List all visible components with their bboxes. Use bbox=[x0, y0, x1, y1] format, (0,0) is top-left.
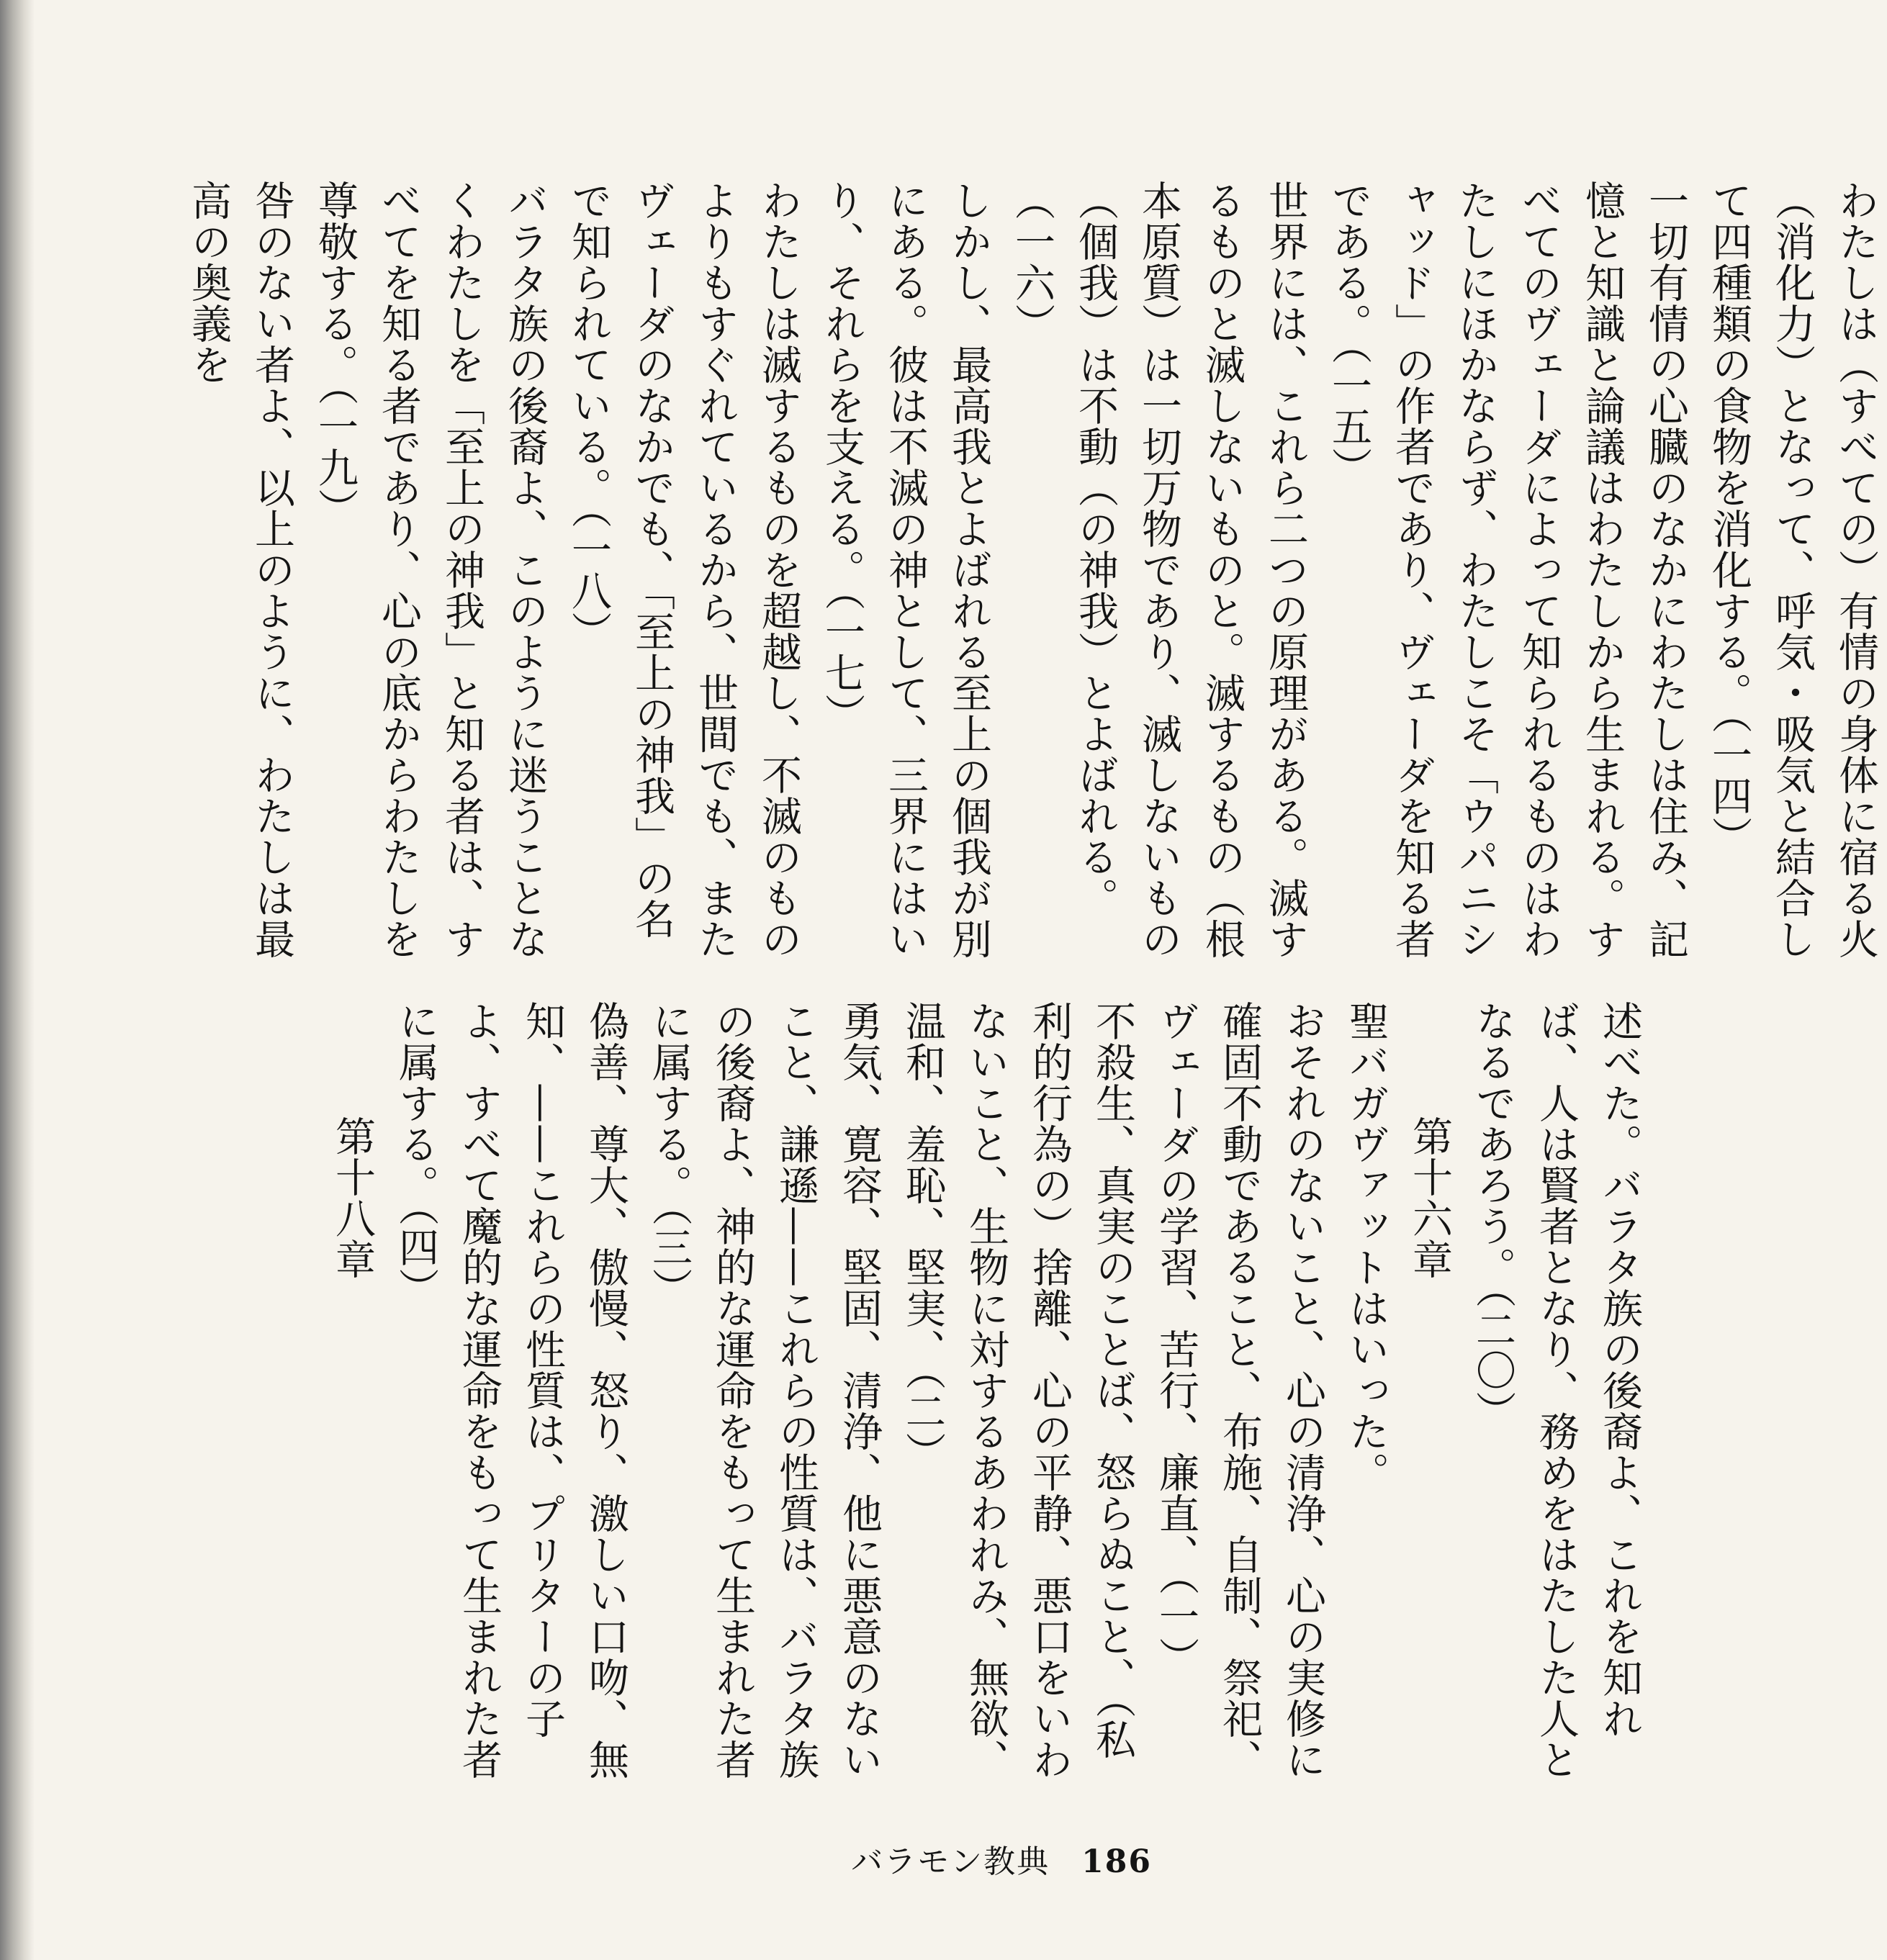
page-footer bbox=[851, 1835, 1152, 1882]
lower-vertical-text bbox=[320, 1001, 1651, 1799]
chapter-18-heading: 第十八章 bbox=[329, 1116, 376, 1280]
verse-20-start: 咎のない者よ、以上のように、わたしは最高の奥義を bbox=[185, 180, 295, 959]
verse-14: わたしは（すべての）有情の身体に宿る火（消化力）となって、呼気・吸気と結合して四種類の食物を消化する。（一四） bbox=[1706, 180, 1879, 959]
verse-15: 一切有情の心臓のなかにわたしは住み、記憶と知識と論議はわたしから生まれる。すべてのヴェーダによって知られるものはわたしにほかならず、わたしこそ「ウパニシャッド」の作者であり、ヴェーダを知る者である。（一五） bbox=[1325, 180, 1689, 959]
verse-18: わたしは滅するものを超越し、不滅のものよりもすぐれているから、世間でも、またヴェーダのなかでも、「至上の神我」の名で知られている。（一八） bbox=[565, 180, 802, 959]
verse-17: しかし、最高我とよばれる至上の個我が別にある。彼は不滅の神として、三界にはいり、それらを支える。（一七） bbox=[819, 180, 992, 959]
verse-20-end: 述べた。バラタ族の後裔よ、これを知れば、人は賢者となり、務めをはたした人となるであろう。（二〇） bbox=[1469, 1001, 1643, 1780]
ch16-verse-4: 偽善、尊大、傲慢、怒り、激しい口吻、無知、——これらの性質は、プリターの子よ、すべて魔的な運命をもって生まれた者に属する。（四） bbox=[392, 1001, 629, 1780]
lower-text-block bbox=[320, 1001, 1643, 1799]
bhagavat-said: 聖バガヴァットはいった。 bbox=[1343, 1001, 1390, 1493]
ch16-verse-3: 勇気、寛容、堅固、清浄、他に悪意のないこと、謙遜——これらの性質は、バラタ族の後裔よ、神的な運命をもって生まれた者に属する。（三） bbox=[646, 1001, 883, 1780]
verse-16: 世界には、これら二つの原理がある。滅するものと滅しないものと。滅するもの（根本原質）は一切万物であり、滅しないもの（個我）は不動（の神我）とよばれる。（一六） bbox=[1009, 180, 1309, 959]
chapter-16-heading: 第十六章 bbox=[1406, 1116, 1453, 1280]
ch16-verse-1: おそれのないこと、心の清浄、心の実修に確固不動であること、布施、自制、祭祀、ヴェーダの学習、苦行、廉直、（一） bbox=[1153, 1001, 1326, 1780]
scan-shadow-edge bbox=[0, 0, 35, 1960]
ch16-verse-2: 不殺生、真実のことば、怒らぬこと、（私利的行為の）捨離、心の平静、悪口をいわないこと、生物に対するあわれみ、無欲、温和、羞恥、堅実、（二） bbox=[899, 1001, 1136, 1780]
verse-19: バラタ族の後裔よ、このように迷うことなくわたしを「至上の神我」と知る者は、すべてを知る者であり、心の底からわたしを尊敬する。（一九） bbox=[312, 180, 549, 959]
running-title: バラモン教典 bbox=[851, 1843, 1050, 1880]
page-number: 186 bbox=[1081, 1843, 1152, 1880]
upper-text-block bbox=[176, 180, 1879, 972]
upper-vertical-text bbox=[176, 180, 1887, 972]
